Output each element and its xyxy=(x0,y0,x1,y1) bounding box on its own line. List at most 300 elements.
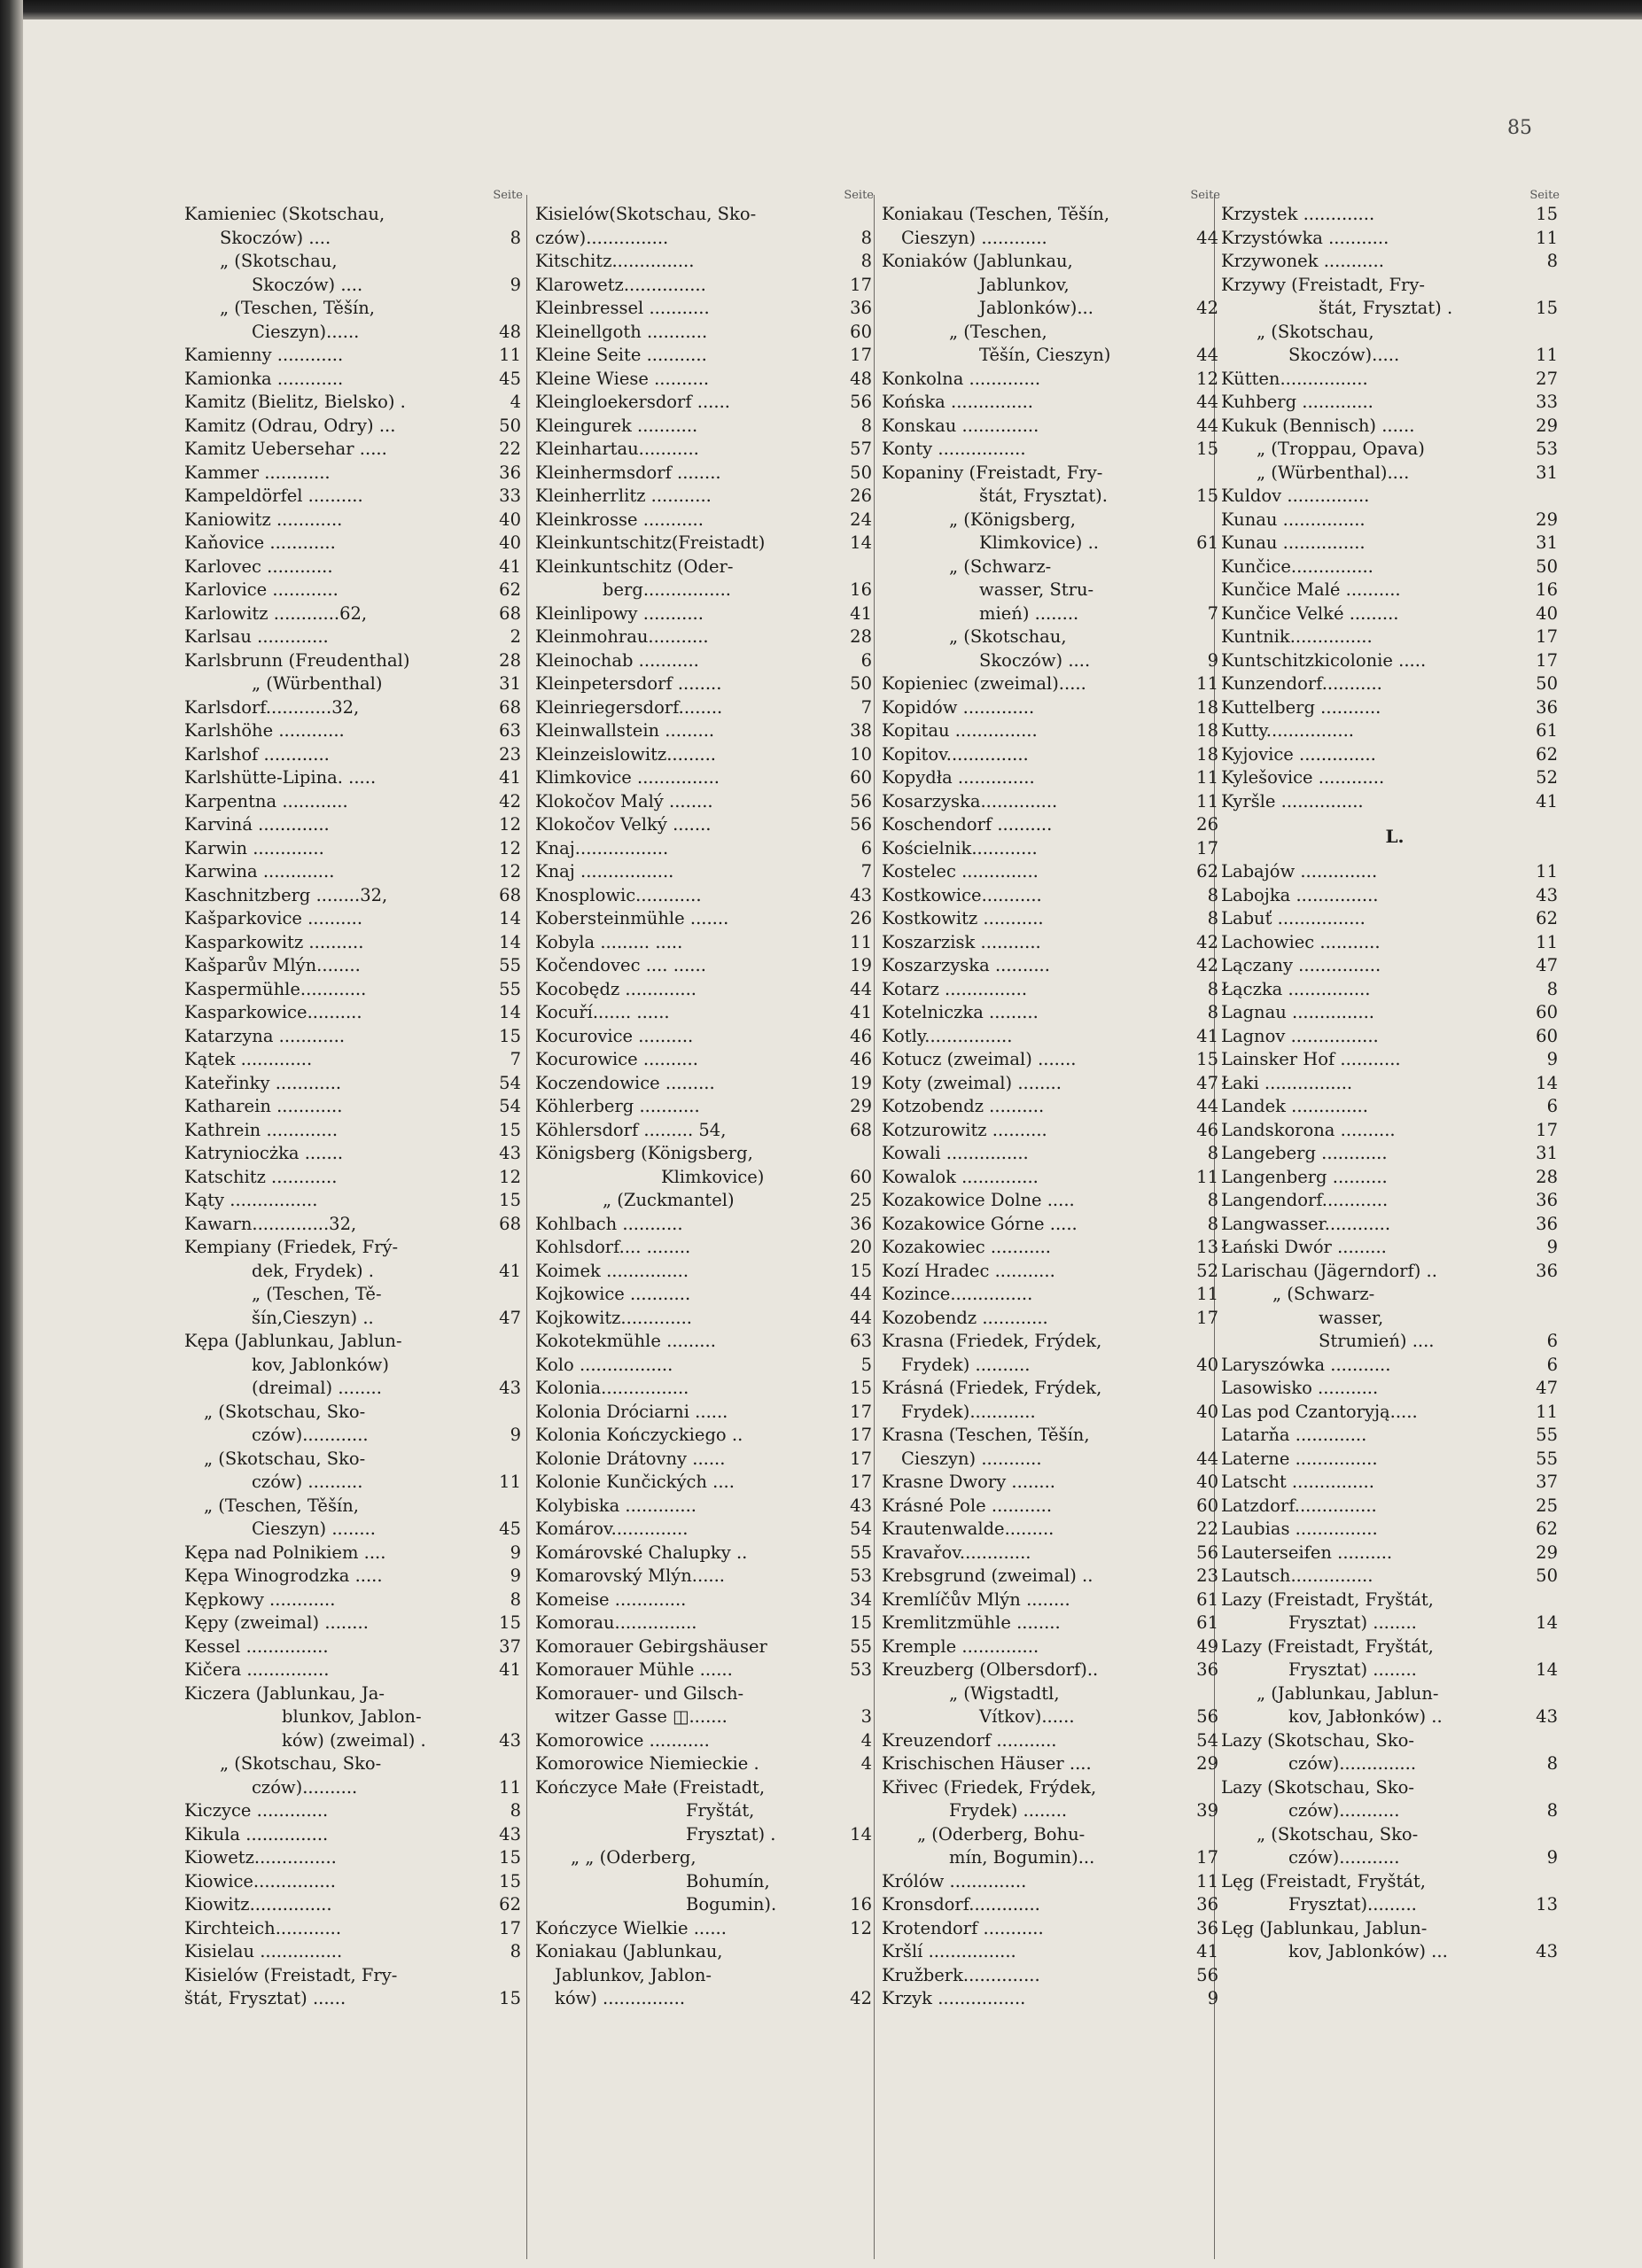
index-entry-continuation xyxy=(1221,1846,1568,1870)
entry-page-number: 53 xyxy=(850,1659,872,1680)
entry-page-number: 40 xyxy=(1536,602,1558,624)
entry-page-number: 62 xyxy=(499,1894,521,1915)
index-entry xyxy=(184,1870,532,1894)
entry-page-number: 5 xyxy=(860,1354,872,1375)
entry-page-number: 55 xyxy=(1536,1425,1558,1445)
entry-name: Kąty ................ xyxy=(184,1190,318,1210)
entry-page-number: 63 xyxy=(850,1331,872,1351)
entry-name: Kolonia Kończyckiego .. xyxy=(535,1425,743,1445)
entry-name: Krotendorf ........... xyxy=(882,1917,1044,1938)
index-entry xyxy=(882,1588,1229,1612)
entry-page-number: 42 xyxy=(850,1988,872,2008)
entry-page-number: 54 xyxy=(499,1072,521,1093)
index-entry xyxy=(1221,625,1568,649)
index-entry-continuation xyxy=(882,1448,1229,1472)
entry-page-number: 36 xyxy=(1196,1917,1218,1938)
index-entry xyxy=(184,462,532,485)
index-entry xyxy=(535,462,883,485)
entry-name: Lachowiec ........... xyxy=(1221,931,1381,952)
entry-page-number: 29 xyxy=(1536,415,1558,436)
entry-page-number: 42 xyxy=(1196,955,1218,975)
index-entry xyxy=(1221,1518,1568,1542)
entry-name: Kościelnik............ xyxy=(882,837,1038,858)
entry-page-number: 63 xyxy=(499,720,521,741)
entry-page-number: 50 xyxy=(1536,1565,1558,1586)
entry-name: Kostkowice........... xyxy=(882,884,1042,905)
index-entry-continuation xyxy=(1221,1307,1568,1331)
entry-name: Kocuří....... ...... xyxy=(535,1002,670,1022)
index-entry xyxy=(1221,1823,1568,1847)
entry-page-number: 53 xyxy=(1536,439,1558,459)
entry-name: Kuttelberg ........... xyxy=(1221,696,1381,718)
entry-page-number: 4 xyxy=(510,392,521,412)
entry-name: Krzywonek ........... xyxy=(1221,251,1384,271)
index-entry xyxy=(1221,1166,1568,1190)
entry-page-number: 8 xyxy=(1546,1753,1558,1774)
entry-page-number: 50 xyxy=(1536,673,1558,694)
index-entry xyxy=(1221,1377,1568,1401)
entry-page-number: 36 xyxy=(1196,1894,1218,1915)
entry-page-number: 37 xyxy=(1536,1472,1558,1492)
entry-page-number: 15 xyxy=(1536,204,1558,224)
entry-page-number: 68 xyxy=(499,602,521,624)
entry-name: Jablunkov, xyxy=(979,274,1070,295)
entry-name: Frysztat) . xyxy=(686,1823,776,1845)
entry-page-number: 17 xyxy=(1196,837,1218,858)
index-entry xyxy=(184,931,532,955)
entry-page-number: 28 xyxy=(499,649,521,671)
entry-page-number: 29 xyxy=(1536,509,1558,530)
index-entry xyxy=(184,602,532,626)
entry-page-number: 13 xyxy=(1196,1237,1218,1257)
entry-page-number: 24 xyxy=(850,509,872,530)
entry-name: czów) .......... xyxy=(252,1472,363,1492)
index-entry xyxy=(184,1940,532,1964)
entry-name: Kocobędz ............. xyxy=(535,978,697,999)
entry-page-number: 41 xyxy=(1196,1941,1218,1961)
entry-page-number: 43 xyxy=(1536,1706,1558,1727)
entry-name: Kocurovice .......... xyxy=(535,1025,694,1046)
entry-page-number: 18 xyxy=(1196,696,1218,718)
entry-name: kov, Jablonków) ... xyxy=(1288,1941,1448,1961)
entry-page-number: 8 xyxy=(510,227,521,248)
entry-name: czów)............ xyxy=(252,1425,369,1445)
index-entry-continuation xyxy=(184,227,532,251)
entry-name: Landskorona .......... xyxy=(1221,1119,1396,1140)
index-entry xyxy=(535,1095,883,1119)
entry-name: Kaniowitz ............ xyxy=(184,509,343,530)
entry-name: Kostkowitz ........... xyxy=(882,908,1044,928)
index-entry xyxy=(184,1142,532,1166)
index-entry xyxy=(1221,672,1568,696)
entry-name: Kolonie Drátovny ...... xyxy=(535,1448,726,1469)
index-entry xyxy=(1221,1635,1568,1659)
entry-page-number: 62 xyxy=(1196,861,1218,882)
entry-page-number: 41 xyxy=(499,1659,521,1680)
entry-page-number: 12 xyxy=(850,1917,872,1938)
entry-name: Kleinherrlitz ........... xyxy=(535,485,712,506)
index-entry xyxy=(535,649,883,673)
entry-name: Kirchteich............ xyxy=(184,1917,342,1938)
index-entry-continuation xyxy=(535,1870,883,1894)
index-entry xyxy=(535,1213,883,1237)
index-entry xyxy=(535,1236,883,1260)
entry-name: Karwin ............. xyxy=(184,837,324,858)
index-entry xyxy=(882,1635,1229,1659)
entry-name: „ (Wigstadtl, xyxy=(949,1682,1060,1704)
entry-page-number: 14 xyxy=(499,908,521,928)
entry-name: Koniakau (Jablunkau, xyxy=(535,1941,723,1961)
entry-page-number: 68 xyxy=(850,1119,872,1140)
index-entry xyxy=(535,1776,883,1800)
index-entry xyxy=(882,462,1229,485)
entry-page-number: 31 xyxy=(1536,532,1558,553)
entry-page-number: 36 xyxy=(1536,1213,1558,1234)
column-header: Seite xyxy=(493,189,523,202)
entry-name: Komorauer Gebirgshäuser xyxy=(535,1635,767,1657)
entry-name: Katryniocżka ....... xyxy=(184,1143,344,1163)
entry-name: Klimkovice) xyxy=(661,1166,765,1187)
entry-name: „ (Teschen, xyxy=(949,321,1047,342)
entry-name: Kleinlipowy ........... xyxy=(535,602,704,624)
index-entry xyxy=(535,719,883,743)
index-entry xyxy=(535,555,883,579)
entry-page-number: 14 xyxy=(1536,1612,1558,1633)
index-entry xyxy=(535,532,883,555)
entry-page-number: 40 xyxy=(499,532,521,553)
index-entry-continuation xyxy=(184,1729,532,1753)
index-entry-continuation xyxy=(1221,1612,1568,1635)
index-entry xyxy=(882,1048,1229,1072)
entry-page-number: 11 xyxy=(499,1776,521,1798)
entry-name: Kamitz Uebersehar ..... xyxy=(184,439,387,459)
index-entry xyxy=(1221,719,1568,743)
entry-page-number: 44 xyxy=(1196,345,1218,365)
entry-page-number: 8 xyxy=(510,1588,521,1610)
entry-page-number: 55 xyxy=(850,1635,872,1657)
entry-name: „ (Würbenthal) xyxy=(252,673,383,694)
index-entry xyxy=(535,1495,883,1518)
entry-page-number: 47 xyxy=(1196,1072,1218,1093)
entry-page-number: 44 xyxy=(1196,1096,1218,1116)
entry-name: „ (Troppau, Opava) xyxy=(1257,439,1425,459)
entry-page-number: 18 xyxy=(1196,743,1218,765)
index-entry xyxy=(184,813,532,837)
index-entry xyxy=(535,978,883,1002)
entry-page-number: 36 xyxy=(1536,1260,1558,1281)
entry-page-number: 8 xyxy=(860,251,872,271)
entry-page-number: 11 xyxy=(1196,790,1218,812)
entry-name: Kozí Hradec ........... xyxy=(882,1260,1055,1281)
entry-page-number: 9 xyxy=(1207,1988,1218,2008)
entry-page-number: 19 xyxy=(850,1072,872,1093)
entry-page-number: 12 xyxy=(1196,368,1218,389)
entry-name: Końska ............... xyxy=(882,392,1033,412)
index-entry xyxy=(535,1142,883,1166)
entry-page-number: 17 xyxy=(1536,1119,1558,1140)
index-entry xyxy=(535,321,883,345)
index-entry xyxy=(1221,415,1568,439)
index-entry-continuation xyxy=(535,1987,883,2011)
entry-name: Łaki ................ xyxy=(1221,1072,1353,1093)
entry-name: Kuhberg ............. xyxy=(1221,392,1374,412)
entry-name: Cieszyn)...... xyxy=(252,321,360,342)
entry-name: Laterne ............... xyxy=(1221,1448,1378,1469)
entry-name: Kozakowiec ........... xyxy=(882,1237,1052,1257)
index-entry xyxy=(535,1307,883,1331)
entry-name: Lęg (Jablunkau, Jablun- xyxy=(1221,1917,1428,1938)
index-entry xyxy=(1221,1260,1568,1284)
index-entry xyxy=(535,1612,883,1635)
entry-page-number: 9 xyxy=(510,1542,521,1563)
entry-page-number: 14 xyxy=(1536,1659,1558,1680)
entry-page-number: 56 xyxy=(1196,1706,1218,1727)
entry-page-number: 12 xyxy=(499,837,521,858)
index-entry xyxy=(535,391,883,415)
entry-page-number: 15 xyxy=(499,1190,521,1210)
entry-name: Koszarzyska .......... xyxy=(882,955,1050,975)
index-entry xyxy=(1221,1448,1568,1472)
entry-name: Kawarn..............32, xyxy=(184,1213,357,1234)
entry-name: Kisielów (Freistadt, Fry- xyxy=(184,1964,398,1985)
index-entry xyxy=(535,274,883,298)
index-entry xyxy=(1221,1095,1568,1119)
index-entry xyxy=(184,1588,532,1612)
index-entry xyxy=(1221,1565,1568,1588)
index-entry xyxy=(882,1612,1229,1635)
index-entry xyxy=(1221,1283,1568,1307)
index-entry xyxy=(882,438,1229,462)
index-entry xyxy=(882,415,1229,439)
entry-page-number: 7 xyxy=(860,861,872,882)
entry-page-number: 2 xyxy=(510,626,521,647)
index-entry xyxy=(184,297,532,321)
entry-name: Kampeldörfel .......... xyxy=(184,485,363,506)
entry-name: Kružberk.............. xyxy=(882,1964,1040,1985)
entry-name: Kremlíčův Mlýn ........ xyxy=(882,1588,1070,1610)
entry-name: Lazy (Skotschau, Sko- xyxy=(1221,1729,1414,1751)
index-entry xyxy=(184,954,532,978)
index-entry-continuation xyxy=(184,1424,532,1448)
entry-page-number: 8 xyxy=(860,227,872,248)
entry-page-number: 6 xyxy=(860,649,872,671)
index-entry xyxy=(184,1799,532,1823)
entry-name: Konkolna ............. xyxy=(882,368,1041,389)
index-entry xyxy=(1221,321,1568,345)
entry-page-number: 17 xyxy=(850,1472,872,1492)
entry-name: Kleinellgoth ........... xyxy=(535,321,708,342)
entry-page-number: 22 xyxy=(499,439,521,459)
entry-name: „ (Teschen, Těšín, xyxy=(204,1495,359,1516)
index-entry xyxy=(184,1166,532,1190)
entry-page-number: 15 xyxy=(499,1025,521,1046)
entry-name: Kuntschitzkicolonie ..... xyxy=(1221,649,1427,671)
entry-page-number: 9 xyxy=(1207,649,1218,671)
entry-page-number: 28 xyxy=(850,626,872,647)
index-entry xyxy=(882,1542,1229,1565)
entry-name: Langenberg .......... xyxy=(1221,1166,1388,1187)
entry-name: Kohlbach ........... xyxy=(535,1213,683,1234)
entry-name: Kopaniny (Freistadt, Fry- xyxy=(882,462,1103,483)
entry-page-number: 60 xyxy=(850,767,872,788)
entry-page-number: 15 xyxy=(499,1612,521,1633)
entry-page-number: 17 xyxy=(850,274,872,295)
index-entry xyxy=(1221,1729,1568,1753)
index-entry-continuation xyxy=(1221,1940,1568,1964)
column-header: Seite xyxy=(1529,189,1560,202)
index-entry xyxy=(535,1072,883,1096)
index-entry-continuation xyxy=(184,1776,532,1800)
entry-page-number: 38 xyxy=(850,720,872,741)
entry-name: Kostelec .............. xyxy=(882,861,1039,882)
index-entry xyxy=(1221,931,1568,955)
entry-name: Köhlersdorf ......... 54, xyxy=(535,1119,727,1140)
entry-name: Kempiany (Friedek, Frý- xyxy=(184,1237,399,1257)
entry-name: Kolonia Dróciarni ...... xyxy=(535,1401,728,1422)
index-entry xyxy=(535,1729,883,1753)
entry-name: Kamieniec (Skotschau, xyxy=(184,204,385,224)
index-entry xyxy=(535,368,883,392)
index-entry xyxy=(184,485,532,509)
entry-name: Kleinkuntschitz (Oder- xyxy=(535,555,734,577)
index-entry xyxy=(882,203,1229,227)
entry-name: Laryszówka ........... xyxy=(1221,1354,1391,1375)
index-entry xyxy=(882,1001,1229,1025)
entry-page-number: 60 xyxy=(1536,1025,1558,1046)
index-entry xyxy=(882,1682,1229,1706)
entry-name: Koniaków (Jablunkau, xyxy=(882,251,1073,271)
index-entry xyxy=(1221,509,1568,532)
entry-page-number: 17 xyxy=(499,1917,521,1938)
entry-page-number: 56 xyxy=(850,392,872,412)
index-entry xyxy=(535,1401,883,1425)
entry-name: Kaspermühle............ xyxy=(184,978,367,999)
entry-name: Kasparkowice.......... xyxy=(184,1002,362,1022)
entry-page-number: 12 xyxy=(499,814,521,835)
index-entry xyxy=(184,1658,532,1682)
entry-page-number: 14 xyxy=(1536,1072,1558,1093)
index-entry xyxy=(882,250,1229,274)
entry-name: Karlowitz ............62, xyxy=(184,602,368,624)
entry-name: Kohlsdorf.... ........ xyxy=(535,1237,691,1257)
entry-name: Kleinmohrau........... xyxy=(535,626,709,647)
entry-name: Koschendorf .......... xyxy=(882,814,1053,835)
entry-name: Kunčice Malé .......... xyxy=(1221,579,1401,600)
index-entry-continuation xyxy=(535,1823,883,1847)
entry-name: Landek .............. xyxy=(1221,1096,1368,1116)
index-entry xyxy=(184,1448,532,1472)
index-entry xyxy=(535,1752,883,1776)
index-entry xyxy=(882,321,1229,345)
entry-name: Kasparkowitz .......... xyxy=(184,931,364,952)
entry-name: Krásná (Friedek, Frýdek, xyxy=(882,1378,1102,1398)
entry-page-number: 14 xyxy=(850,532,872,553)
entry-page-number: 11 xyxy=(1536,227,1558,248)
index-entry xyxy=(535,1189,883,1213)
scan-top-edge xyxy=(0,0,1642,19)
index-entry xyxy=(1221,860,1568,884)
entry-page-number: 44 xyxy=(850,1284,872,1304)
index-entry xyxy=(882,672,1229,696)
entry-name: Kamitz (Odrau, Odry) ... xyxy=(184,415,396,436)
entry-name: Klimkovice ............... xyxy=(535,767,720,788)
entry-name: Karlsbrunn (Freudenthal) xyxy=(184,649,410,671)
entry-page-number: 11 xyxy=(1196,767,1218,788)
index-column-1 xyxy=(184,189,532,2011)
entry-name: Křivec (Friedek, Frýdek, xyxy=(882,1776,1097,1798)
entry-name: Konty ................ xyxy=(882,439,1026,459)
index-entry xyxy=(184,1635,532,1659)
entry-name: Langwasser............ xyxy=(1221,1213,1391,1234)
entry-page-number: 50 xyxy=(499,415,521,436)
index-entry-continuation xyxy=(882,1705,1229,1729)
index-entry xyxy=(535,415,883,439)
entry-page-number: 44 xyxy=(850,1307,872,1328)
entry-page-number: 54 xyxy=(850,1518,872,1539)
index-entry xyxy=(184,884,532,908)
entry-name: Lainsker Hof ........... xyxy=(1221,1049,1401,1069)
entry-name: Kreuzendorf ........... xyxy=(882,1729,1057,1751)
entry-name: witzer Gasse ◫....... xyxy=(555,1706,728,1727)
entry-name: Kikula ............... xyxy=(184,1823,329,1845)
entry-name: Kiowice............... xyxy=(184,1870,336,1891)
entry-name: Karpentna ............ xyxy=(184,790,348,812)
entry-name: Kuldov ............... xyxy=(1221,485,1370,506)
entry-name: Kleinkuntschitz(Freistadt) xyxy=(535,532,766,553)
entry-page-number: 12 xyxy=(499,1166,521,1187)
entry-name: Kleinriegersdorf........ xyxy=(535,696,723,718)
index-entry xyxy=(882,1213,1229,1237)
entry-page-number: 57 xyxy=(850,439,872,459)
index-entry xyxy=(535,297,883,321)
entry-name: Kašparův Mlýn........ xyxy=(184,955,361,975)
index-entry xyxy=(882,1893,1229,1917)
index-entry xyxy=(184,1025,532,1049)
entry-name: Lasowisko ........... xyxy=(1221,1378,1379,1398)
index-entry xyxy=(535,344,883,368)
index-entry xyxy=(535,813,883,837)
entry-name: Kocurowice .......... xyxy=(535,1049,698,1069)
entry-name: Karlshof ............ xyxy=(184,743,330,765)
entry-page-number: 9 xyxy=(1546,1049,1558,1069)
entry-page-number: 26 xyxy=(850,485,872,506)
index-entry xyxy=(1221,227,1568,251)
index-entry-continuation xyxy=(535,1893,883,1917)
index-entry xyxy=(535,1283,883,1307)
entry-page-number: 17 xyxy=(1196,1307,1218,1328)
entry-page-number: 43 xyxy=(1536,1941,1558,1961)
entry-page-number: 16 xyxy=(850,579,872,600)
entry-name: czów).............. xyxy=(1288,1753,1417,1774)
entry-page-number: 40 xyxy=(1196,1354,1218,1375)
entry-name: Těšín, Cieszyn) xyxy=(979,345,1111,365)
index-entry-continuation xyxy=(882,274,1229,298)
entry-page-number: 15 xyxy=(499,1870,521,1891)
index-entry xyxy=(184,391,532,415)
entry-page-number: 40 xyxy=(499,509,521,530)
entry-page-number: 36 xyxy=(1536,1190,1558,1210)
entry-name: Kozince............... xyxy=(882,1284,1033,1304)
entry-page-number: 25 xyxy=(850,1190,872,1210)
entry-page-number: 18 xyxy=(1196,720,1218,741)
entry-page-number: 9 xyxy=(510,274,521,295)
entry-page-number: 20 xyxy=(850,1237,872,1257)
index-entry xyxy=(184,743,532,767)
entry-name: „ (Skotschau, Sko- xyxy=(1257,1823,1419,1845)
index-entry xyxy=(535,1377,883,1401)
entry-page-number: 60 xyxy=(1196,1495,1218,1516)
entry-page-number: 55 xyxy=(499,978,521,999)
